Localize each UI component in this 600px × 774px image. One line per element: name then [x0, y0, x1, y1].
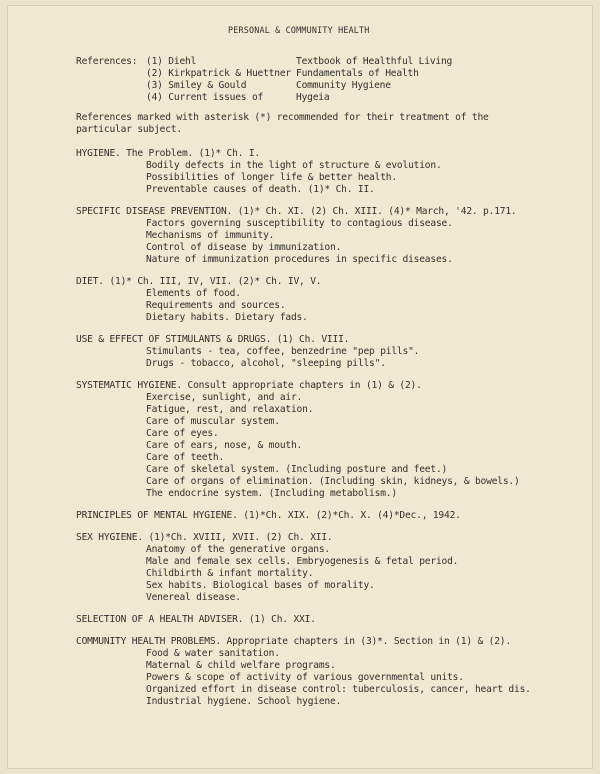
reference-2-book: Fundamentals of Health — [296, 68, 419, 79]
section-heading-community-health: COMMUNITY HEALTH PROBLEMS. Appropriate chapters in (3)*. Section in (1) & (2). — [76, 636, 511, 647]
section-line: Bodily defects in the light of structure & evolution. — [146, 160, 442, 171]
section-heading-systematic-hygiene: SYSTEMATIC HYGIENE. Consult appropriate chapters in (1) & (2). — [76, 380, 422, 391]
section-line: Care of eyes. — [146, 428, 219, 439]
section-line: Venereal disease. — [146, 592, 241, 603]
page-title: PERSONAL & COMMUNITY HEALTH — [228, 25, 370, 35]
section-line: Stimulants - tea, coffee, benzedrine "pep pills". — [146, 346, 420, 357]
section-heading-disease-prevention: SPECIFIC DISEASE PREVENTION. (1)* Ch. XI. (2) Ch. XIII. (4)* March, '42. p.171. — [76, 206, 517, 217]
section-line: The endocrine system. (Including metabolism.) — [146, 488, 397, 499]
references-label: References: — [76, 56, 138, 67]
section-line: Control of disease by immunization. — [146, 242, 342, 253]
reference-4: (4) Current issues of — [146, 92, 264, 103]
reference-2: (2) Kirkpatrick & Huettner — [146, 68, 291, 79]
reference-3-book: Community Hygiene — [296, 80, 391, 91]
section-line: Industrial hygiene. School hygiene. — [146, 696, 342, 707]
reference-1: (1) Diehl — [146, 56, 197, 67]
reference-3: (3) Smiley & Gould — [146, 80, 247, 91]
section-line: Possibilities of longer life & better health. — [146, 172, 397, 183]
section-line: Care of teeth. — [146, 452, 225, 463]
section-heading-stimulants: USE & EFFECT OF STIMULANTS & DRUGS. (1) Ch. VIII. — [76, 334, 350, 345]
section-line: Dietary habits. Dietary fads. — [146, 312, 308, 323]
section-heading-mental-hygiene: PRINCIPLES OF MENTAL HYGIENE. (1)*Ch. XIX. (2)*Ch. X. (4)*Dec., 1942. — [76, 510, 461, 521]
section-heading-sex-hygiene: SEX HYGIENE. (1)*Ch. XVIII, XVII. (2) Ch. XII. — [76, 532, 333, 543]
section-line: Maternal & child welfare programs. — [146, 660, 336, 671]
section-line: Childbirth & infant mortality. — [146, 568, 314, 579]
reference-4-book: Hygeia — [296, 92, 330, 103]
section-line: Food & water sanitation. — [146, 648, 280, 659]
section-heading-health-adviser: SELECTION OF A HEALTH ADVISER. (1) Ch. XXI. — [76, 614, 316, 625]
section-line: Elements of food. — [146, 288, 241, 299]
section-line: Organized effort in disease control: tuberculosis, cancer, heart dis. — [146, 684, 531, 695]
section-line: Factors governing susceptibility to contagious disease. — [146, 218, 453, 229]
section-line: Preventable causes of death. (1)* Ch. II. — [146, 184, 375, 195]
section-line: Anatomy of the generative organs. — [146, 544, 331, 555]
section-line: Powers & scope of activity of various governmental units. — [146, 672, 464, 683]
section-line: Exercise, sunlight, and air. — [146, 392, 303, 403]
section-line: Male and female sex cells. Embryogenesis & fetal period. — [146, 556, 459, 567]
section-line: Nature of immunization procedures in specific diseases. — [146, 254, 453, 265]
section-line: Requirements and sources. — [146, 300, 286, 311]
section-line: Mechanisms of immunity. — [146, 230, 275, 241]
note-line: particular subject. — [76, 124, 182, 135]
section-line: Sex habits. Biological bases of morality. — [146, 580, 375, 591]
section-heading-diet: DIET. (1)* Ch. III, IV, VII. (2)* Ch. IV, V. — [76, 276, 322, 287]
reference-1-book: Textbook of Healthful Living — [296, 56, 453, 67]
note-line: References marked with asterisk (*) recommended for their treatment of the — [76, 112, 489, 123]
section-line: Care of organs of elimination. (Including skin, kidneys, & bowels.) — [146, 476, 520, 487]
section-line: Fatigue, rest, and relaxation. — [146, 404, 314, 415]
section-line: Care of ears, nose, & mouth. — [146, 440, 303, 451]
section-line: Care of muscular system. — [146, 416, 280, 427]
section-line: Drugs - tobacco, alcohol, "sleeping pills". — [146, 358, 386, 369]
section-line: Care of skeletal system. (Including posture and feet.) — [146, 464, 448, 475]
section-heading-hygiene: HYGIENE. The Problem. (1)* Ch. I. — [76, 148, 261, 159]
